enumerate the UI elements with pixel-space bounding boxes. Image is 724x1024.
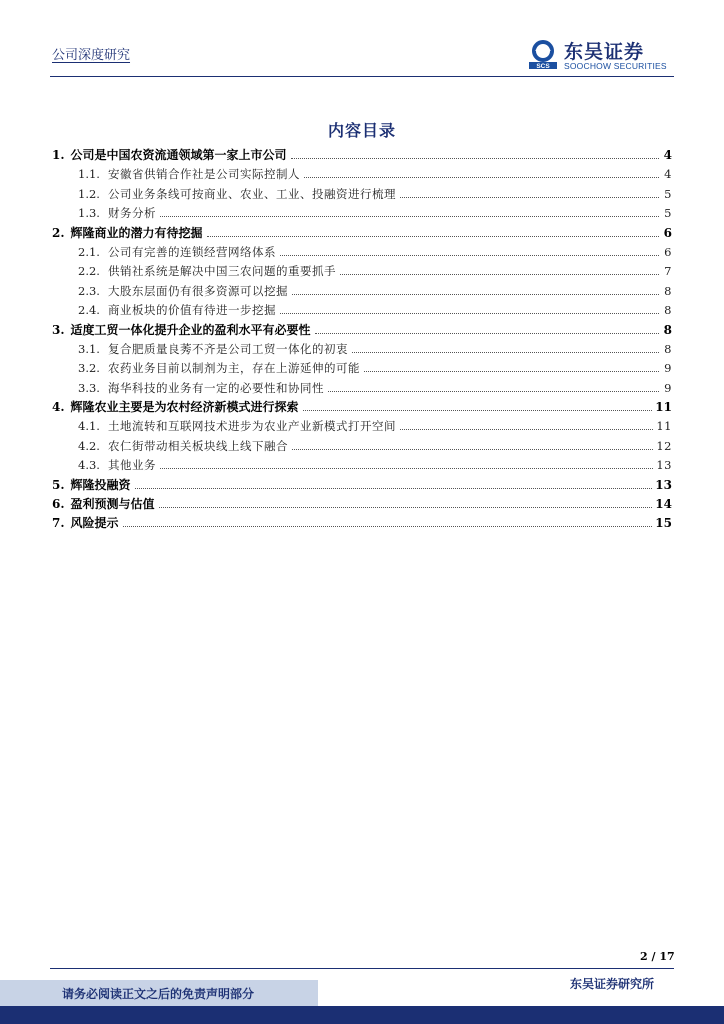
toc-dot-leader bbox=[160, 468, 653, 469]
toc-dot-leader bbox=[280, 313, 659, 314]
company-logo bbox=[528, 38, 676, 72]
toc-section-link[interactable] bbox=[52, 514, 672, 533]
toc-section-link[interactable] bbox=[52, 146, 672, 165]
toc-subsection-link[interactable] bbox=[52, 301, 672, 320]
logo-chinese-name: 东吴证券 bbox=[564, 41, 645, 63]
toc-entry-page: 8 bbox=[663, 322, 672, 337]
toc-entry-page: 6 bbox=[663, 225, 672, 240]
toc-dot-leader bbox=[352, 352, 659, 353]
toc-dot-leader bbox=[328, 391, 659, 392]
toc-entry-title: 其他业务 bbox=[107, 458, 156, 473]
toc-entry-number: 3.1. bbox=[78, 341, 100, 356]
toc-entry-page: 7 bbox=[664, 264, 672, 279]
toc-entry-number: 4.3. bbox=[78, 458, 100, 473]
toc-entry-number: 4.2. bbox=[78, 438, 100, 453]
table-of-contents bbox=[52, 146, 672, 534]
toc-subsection-link[interactable] bbox=[52, 379, 672, 398]
toc-entry-number: 2.4. bbox=[78, 303, 100, 318]
footer-research-institute: 东吴证券研究所 bbox=[569, 977, 654, 991]
toc-entry-title: 公司有完善的连锁经营网络体系 bbox=[107, 244, 276, 259]
toc-dot-leader bbox=[292, 449, 653, 450]
toc-entry-page: 11 bbox=[655, 400, 672, 415]
toc-subsection-link[interactable] bbox=[52, 204, 672, 223]
toc-entry-page: 5 bbox=[664, 206, 672, 221]
toc-entry-page: 11 bbox=[656, 419, 672, 434]
toc-dot-leader bbox=[303, 410, 653, 411]
toc-subsection-link[interactable] bbox=[52, 165, 672, 184]
toc-entry-number: 1.2. bbox=[78, 186, 100, 201]
toc-entry-title: 供销社系统是解决中国三农问题的重要抓手 bbox=[107, 264, 336, 279]
toc-entry-page: 8 bbox=[664, 283, 672, 298]
toc-subsection-link[interactable] bbox=[52, 437, 672, 456]
toc-entry-title: 辉隆商业的潜力有待挖掘 bbox=[70, 225, 203, 240]
toc-entry-page: 4 bbox=[664, 167, 672, 182]
toc-entry-title: 风险提示 bbox=[70, 516, 119, 531]
toc-subsection-link[interactable] bbox=[52, 359, 672, 378]
toc-entry-page: 6 bbox=[664, 244, 672, 259]
toc-subsection-link[interactable] bbox=[52, 243, 672, 262]
toc-entry-title: 盈利预测与估值 bbox=[70, 497, 155, 512]
toc-entry-page: 14 bbox=[655, 497, 672, 512]
toc-entry-number: 4. bbox=[52, 400, 65, 415]
toc-entry-page: 8 bbox=[664, 303, 672, 318]
toc-entry-title: 财务分析 bbox=[107, 206, 156, 221]
page-number: 2 / 17 bbox=[640, 950, 675, 963]
toc-entry-page: 12 bbox=[656, 438, 672, 453]
toc-subsection-link[interactable] bbox=[52, 340, 672, 359]
toc-subsection-link[interactable] bbox=[52, 185, 672, 204]
toc-dot-leader bbox=[315, 333, 659, 334]
toc-dot-leader bbox=[340, 274, 659, 275]
toc-entry-page: 4 bbox=[663, 148, 672, 162]
toc-dot-leader bbox=[207, 236, 659, 237]
toc-dot-leader bbox=[304, 177, 659, 178]
toc-entry-number: 2.3. bbox=[78, 283, 100, 298]
report-type-label: 公司深度研究 bbox=[52, 48, 131, 63]
toc-entry-title: 辉隆农业主要是为农村经济新模式进行探索 bbox=[70, 400, 299, 415]
toc-entry-number: 6. bbox=[52, 497, 65, 512]
toc-dot-leader bbox=[160, 216, 659, 217]
toc-subsection-link[interactable] bbox=[52, 262, 672, 281]
toc-section-link[interactable] bbox=[52, 476, 672, 495]
toc-section-link[interactable] bbox=[52, 495, 672, 514]
toc-entry-title: 适度工贸一体化提升企业的盈利水平有必要性 bbox=[70, 322, 311, 337]
toc-entry-number: 3.2. bbox=[78, 361, 100, 376]
toc-dot-leader bbox=[123, 526, 653, 527]
toc-entry-title: 公司是中国农资流通领域第一家上市公司 bbox=[70, 148, 287, 162]
toc-section-link[interactable] bbox=[52, 398, 672, 417]
toc-entry-page: 15 bbox=[655, 516, 672, 531]
footer-disclaimer: 请务必阅读正文之后的免责声明部分 bbox=[62, 987, 255, 1001]
toc-entry-title: 复合肥质量良莠不齐是公司工贸一体化的初衷 bbox=[107, 341, 348, 356]
header-divider bbox=[50, 76, 674, 77]
toc-dot-leader bbox=[291, 158, 659, 159]
scs-logo-icon bbox=[528, 40, 558, 70]
toc-dot-leader bbox=[292, 294, 659, 295]
toc-entry-number: 2.1. bbox=[78, 244, 100, 259]
toc-entry-number: 3.3. bbox=[78, 380, 100, 395]
toc-entry-number: 4.1. bbox=[78, 419, 100, 434]
logo-english-name: SOOCHOW SECURITIES bbox=[564, 61, 667, 71]
toc-entry-title: 安徽省供销合作社是公司实际控制人 bbox=[107, 167, 300, 182]
footer-bar bbox=[0, 1006, 724, 1024]
toc-entry-number: 7. bbox=[52, 516, 65, 531]
toc-entry-title: 大股东层面仍有很多资源可以挖掘 bbox=[107, 283, 288, 298]
svg-text:SCS: SCS bbox=[536, 63, 550, 70]
toc-title: 内容目录 bbox=[327, 121, 396, 140]
toc-entry-page: 5 bbox=[664, 186, 672, 201]
toc-entry-page: 9 bbox=[664, 361, 672, 376]
toc-dot-leader bbox=[400, 197, 659, 198]
toc-subsection-link[interactable] bbox=[52, 456, 672, 475]
toc-section-link[interactable] bbox=[52, 321, 672, 340]
toc-entry-title: 公司业务条线可按商业、农业、工业、投融资进行梳理 bbox=[107, 186, 396, 201]
toc-entry-title: 农药业务目前以制剂为主，存在上游延伸的可能 bbox=[107, 361, 360, 376]
toc-entry-page: 9 bbox=[664, 380, 672, 395]
toc-entry-number: 1.3. bbox=[78, 206, 100, 221]
toc-entry-number: 3. bbox=[52, 322, 65, 337]
toc-subsection-link[interactable] bbox=[52, 282, 672, 301]
toc-dot-leader bbox=[400, 429, 653, 430]
toc-entry-page: 8 bbox=[664, 341, 672, 356]
toc-dot-leader bbox=[280, 255, 659, 256]
toc-entry-title: 海华科技的业务有一定的必要性和协同性 bbox=[107, 380, 324, 395]
toc-entry-title: 辉隆投融资 bbox=[70, 477, 131, 492]
toc-section-link[interactable] bbox=[52, 224, 672, 243]
toc-subsection-link[interactable] bbox=[52, 417, 672, 436]
toc-entry-number: 1.1. bbox=[78, 167, 100, 182]
toc-entry-page: 13 bbox=[656, 458, 672, 473]
toc-entry-title: 商业板块的价值有待进一步挖掘 bbox=[107, 303, 276, 318]
toc-dot-leader bbox=[364, 371, 659, 372]
toc-entry-page: 13 bbox=[655, 477, 672, 492]
toc-entry-title: 农仁街带动相关板块线上线下融合 bbox=[107, 438, 288, 453]
toc-dot-leader bbox=[159, 507, 653, 508]
toc-dot-leader bbox=[135, 488, 653, 489]
toc-entry-number: 5. bbox=[52, 477, 65, 492]
toc-entry-number: 2.2. bbox=[78, 264, 100, 279]
toc-entry-number: 1. bbox=[52, 148, 65, 162]
footer-divider bbox=[50, 968, 674, 969]
toc-entry-number: 2. bbox=[52, 225, 65, 240]
toc-entry-title: 土地流转和互联网技术进步为农业产业新模式打开空间 bbox=[107, 419, 396, 434]
